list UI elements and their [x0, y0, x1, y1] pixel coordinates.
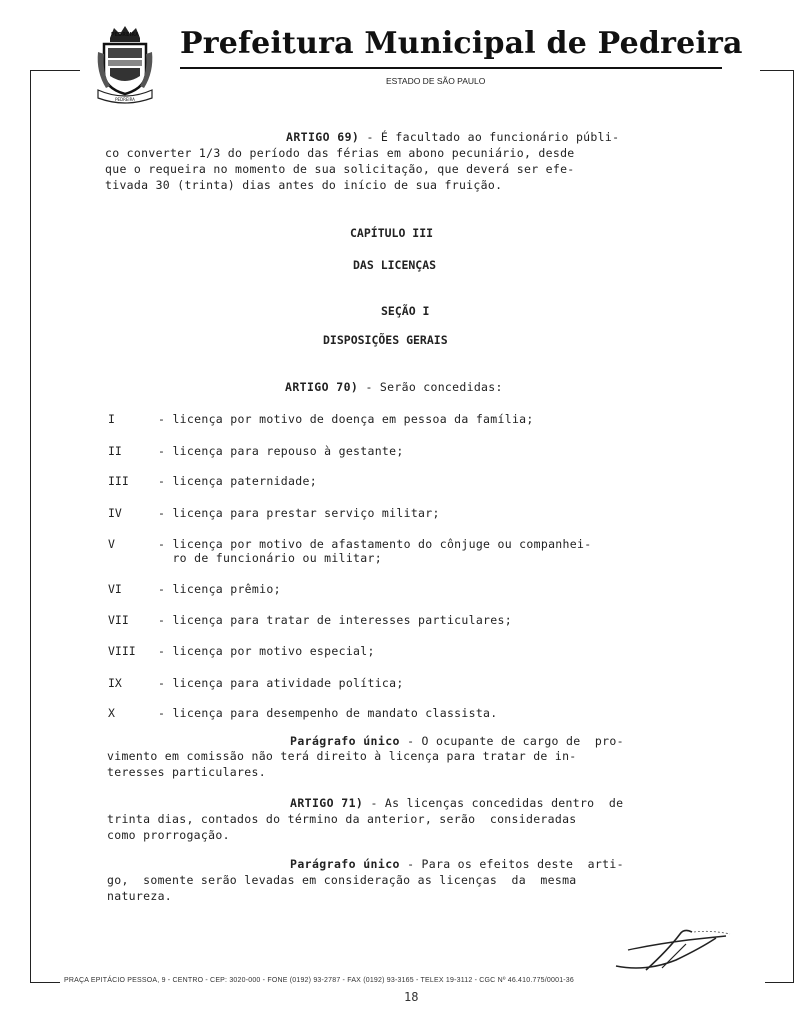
list-item-text: - licença por motivo de afastamento do cônjuge ou companhei-	[158, 537, 592, 551]
page-title: Prefeitura Municipal de Pedreira	[180, 26, 743, 61]
list-item-text: - licença para desempenho de mandato classista.	[158, 706, 498, 720]
article-71-line-1	[290, 796, 623, 810]
list-item-text-continued: ro de funcionário ou militar;	[158, 551, 382, 565]
frame-line-top-left	[30, 70, 80, 71]
state-subtitle: ESTADO DE SÃO PAULO	[386, 76, 486, 86]
paragraph-label: Parágrafo único	[290, 857, 400, 871]
list-item-text: - licença para tratar de interesses particulares;	[158, 613, 512, 627]
frame-line-left	[30, 70, 31, 982]
list-item-text: - licença para atividade política;	[158, 676, 404, 690]
crest-top-text: PEDREIRA	[110, 32, 140, 38]
footer-address: PRAÇA EPITÁCIO PESSOA, 9 - CENTRO - CEP: 3020-000 - FONE (0192) 93-2787 - FAX (0192) 93-3165 - TELEX 19-3112 - CGC Nº 46.410.775/0001-36	[64, 977, 574, 984]
article-70-rest: - Serão concedidas:	[358, 380, 503, 394]
list-item-num: IX	[108, 676, 122, 690]
section-title: SEÇÃO I	[381, 304, 430, 318]
list-item-num: X	[108, 706, 115, 720]
list-item-num: III	[108, 474, 129, 488]
article-69-line-3: que o requeira no momento de sua solicitação, que deverá ser efe-	[105, 162, 575, 176]
page-number: 18	[404, 990, 419, 1004]
section-subtitle: DISPOSIÇÕES GERAIS	[323, 333, 448, 347]
list-item-num: I	[108, 412, 115, 426]
signature-icon	[606, 920, 736, 976]
list-item-num: IV	[108, 506, 122, 520]
list-item-num: VIII	[108, 644, 136, 658]
article-69-line-2: co converter 1/3 do período das férias em abono pecuniário, desde	[105, 146, 575, 160]
article-71-line-1-text: - As licenças concedidas dentro de	[363, 796, 624, 810]
article-70-label: ARTIGO 70)	[285, 380, 359, 394]
list-item-num: V	[108, 537, 115, 551]
article-71-label: ARTIGO 71)	[290, 796, 364, 810]
article-69-line-4: tivada 30 (trinta) dias antes do início de sua fruição.	[105, 178, 503, 192]
frame-line-top-right	[760, 70, 794, 71]
article-70-paragraph-line-1	[290, 734, 624, 748]
paragraph-label: Parágrafo único	[290, 734, 400, 748]
article-71-paragraph-line-3: natureza.	[107, 889, 173, 903]
paragraph-text: - O ocupante de cargo de pro-	[399, 734, 624, 748]
list-item-text: - licença por motivo especial;	[158, 644, 375, 658]
article-69-line-1-text: - É facultado ao funcionário públi-	[359, 130, 620, 144]
article-70-paragraph-line-2: vimento em comissão não terá direito à licença para tratar de in-	[107, 749, 577, 763]
list-item-num: II	[108, 444, 122, 458]
chapter-subtitle: DAS LICENÇAS	[353, 258, 437, 272]
title-underline	[180, 67, 722, 69]
article-71-paragraph-line-2: go, somente serão levadas em consideração as licenças da mesma	[107, 873, 577, 887]
frame-line-right	[793, 70, 794, 982]
chapter-title: CAPÍTULO III	[350, 226, 434, 240]
list-item-text: - licença prêmio;	[158, 582, 281, 596]
article-71-paragraph-line-1	[290, 857, 624, 871]
list-item-text: - licença para repouso à gestante;	[158, 444, 404, 458]
article-70-paragraph-line-3: teresses particulares.	[107, 765, 266, 779]
list-item-num: VI	[108, 582, 122, 596]
crest-bottom-text: PEDREIRA	[115, 97, 135, 102]
article-71-line-2: trinta dias, contados do término da anterior, serão consideradas	[107, 812, 577, 826]
article-69-label: ARTIGO 69)	[286, 130, 360, 144]
list-item-num: VII	[108, 613, 129, 627]
paragraph-text: - Para os efeitos deste arti-	[399, 857, 624, 871]
frame-line-bottom-right	[765, 982, 794, 983]
article-71-line-3: como prorrogação.	[107, 828, 230, 842]
list-item-text: - licença por motivo de doença em pessoa da família;	[158, 412, 534, 426]
list-item-text: - licença paternidade;	[158, 474, 317, 488]
coat-of-arms-icon	[94, 22, 156, 106]
frame-line-bottom-left	[30, 982, 60, 983]
article-69-line-1	[286, 130, 619, 144]
article-70-heading	[285, 380, 503, 394]
list-item-text: - licença para prestar serviço militar;	[158, 506, 440, 520]
